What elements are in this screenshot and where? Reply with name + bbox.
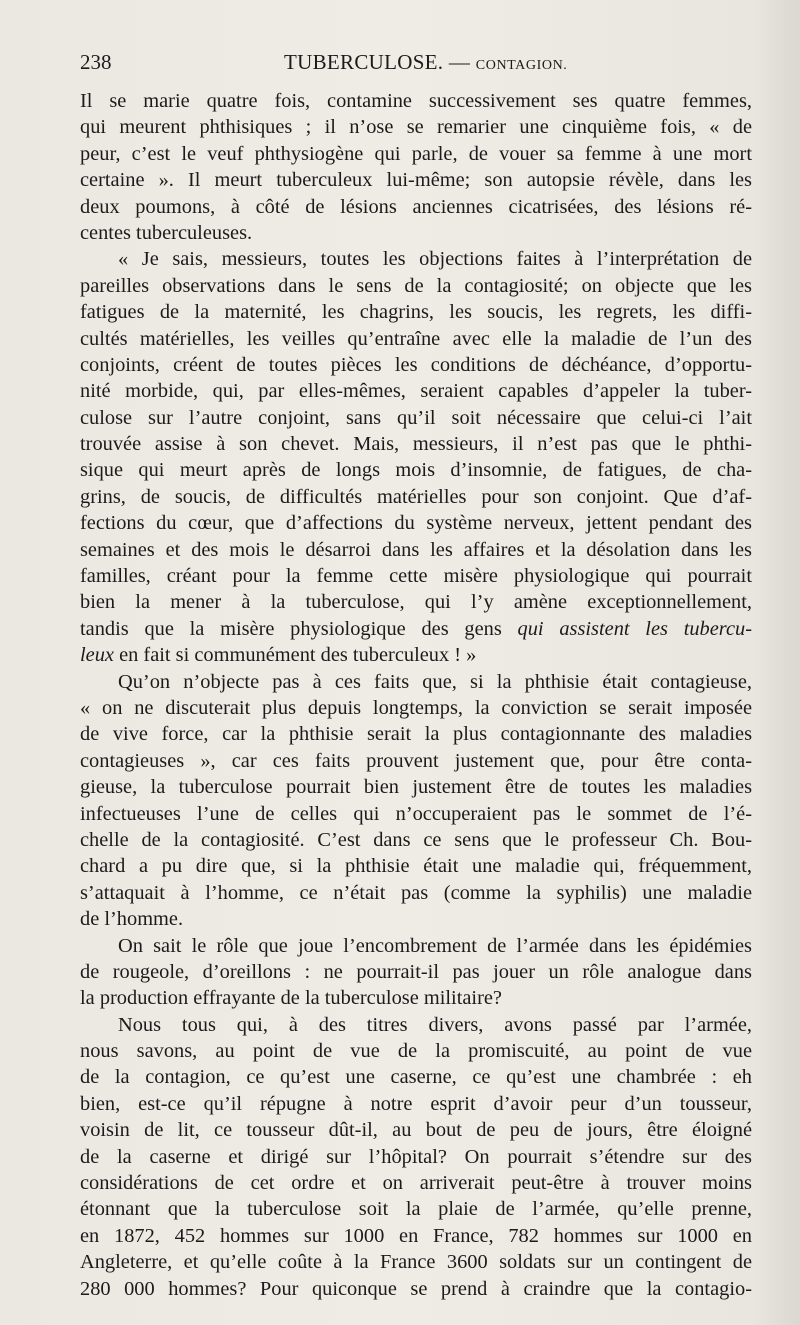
text-line: pareilles observations dans le sens de la contagiosité; on objecte que les	[80, 274, 752, 297]
text-line: de rougeole, d’oreillons : ne pourrait-il pas jouer un rôle analogue dans	[80, 960, 752, 983]
text-line: de la contagion, ce qu’est une caserne, ce qu’est une chambrée : eh	[80, 1066, 752, 1089]
text-line: voisin de lit, ce tousseur dût-il, au bout de peu de jours, être éloigné	[80, 1119, 752, 1142]
text-line: 280 000 hommes? Pour quiconque se prend à craindre que la contagio-	[80, 1277, 752, 1300]
text-line: bien la mener à la tuberculose, qui l’y amène exceptionnellement,	[80, 591, 752, 614]
text-line: considérations de cet ordre et on arriverait peut-être à trouver moins	[80, 1172, 752, 1195]
text-line: certaine ». Il meurt tuberculeux lui-même; son autopsie révèle, dans les	[80, 169, 752, 192]
text-line: sique qui meurt après de longs mois d’insomnie, de fatigues, de cha-	[80, 459, 752, 482]
text-line: de la caserne et dirigé sur l’hôpital? On pourrait s’étendre sur des	[80, 1145, 752, 1168]
text-line: Il se marie quatre fois, contamine successivement ses quatre femmes,	[80, 90, 752, 112]
text-line: de vive force, car la phthisie serait la plus contagionnante des maladies	[80, 723, 752, 746]
text-line: infectueuses l’une de celles qui n’occuperaient pas le sommet de l’é-	[80, 802, 752, 825]
text-line: peur, c’est le veuf phthysiogène qui parle, de vouer sa femme à une mort	[80, 142, 752, 165]
chapter-title: TUBERCULOSE.	[284, 50, 444, 74]
text-line: de l’homme.	[80, 908, 184, 931]
text-line: nous savons, au point de vue de la promiscuité, au point de vue	[80, 1040, 752, 1063]
text-line: la production effrayante de la tuberculose militaire?	[80, 987, 502, 1010]
text-line: deux poumons, à côté de lésions anciennes cicatrisées, des lésions ré-	[80, 195, 752, 218]
text-line: On sait le rôle que joue l’encombrement de l’armée dans les épidémies	[118, 934, 752, 957]
text-line: Nous tous qui, à des titres divers, avons passé par l’armée,	[118, 1013, 752, 1036]
text-line: chard a pu dire que, si la phthisie était une maladie qui, fréquemment,	[80, 855, 752, 878]
text-line: gieuse, la tuberculose pourrait bien justement être de toutes les maladies	[80, 776, 752, 799]
running-title	[284, 50, 567, 75]
text-line: nité morbide, qui, par elles-mêmes, seraient capables d’appeler la tuber-	[80, 380, 752, 403]
text-line: culose sur l’autre conjoint, sans qu’il soit nécessaire que celui-ci l’ait	[80, 406, 752, 429]
text-line: tandis que la misère physiologique des gens qui assistent les tubercu-	[80, 617, 753, 640]
text-line: « Je sais, messieurs, toutes les objections faites à l’interprétation de	[118, 248, 752, 271]
page-number: 238	[80, 50, 112, 74]
text-line: Angleterre, et qu’elle coûte à la France 3600 soldats sur un contingent de	[80, 1251, 752, 1274]
text-line: cultés matérielles, les veilles qu’entraîne avec elle la maladie de l’un des	[80, 327, 752, 350]
title-dash: —	[448, 50, 471, 74]
text-line: qui meurent phthisiques ; il n’ose se remarier une cinquième fois, « de	[80, 116, 752, 139]
text-line: semaines et des mois le désarroi dans les affaires et la désolation dans les	[80, 538, 752, 561]
text-line: chelle de la contagiosité. C’est dans ce sens que le professeur Ch. Bou-	[80, 828, 752, 851]
text-line: centes tuberculeuses.	[80, 221, 253, 244]
page-edge-shadow	[752, 0, 800, 1325]
text-line: « on ne discuterait plus depuis longtemps, la conviction se serait imposée	[80, 696, 752, 719]
running-header	[80, 50, 752, 84]
text-line: bien, est-ce qu’il répugne à notre esprit d’avoir peur d’un tousseur,	[80, 1092, 752, 1115]
body-text	[80, 88, 752, 1302]
text-line: étonnant que la tuberculose soit la plaie de l’armée, qu’elle prenne,	[80, 1198, 752, 1221]
section-title: CONTAGION.	[475, 58, 568, 73]
text-line: leux en fait si communément des tuberculeux ! »	[80, 644, 477, 667]
text-line: trouvée assise à son chevet. Mais, messieurs, il n’est pas que le phthi-	[80, 433, 752, 456]
text-line: grins, de soucis, de difficultés matérielles pour son conjoint. Que d’af-	[80, 485, 752, 508]
text-line: contagieuses », car ces faits prouvent justement que, pour être conta-	[80, 749, 752, 772]
text-line: Qu’on n’objecte pas à ces faits que, si la phthisie était contagieuse,	[118, 670, 752, 693]
text-line: fatigues de la maternité, les chagrins, les soucis, les regrets, les diffi-	[80, 301, 752, 324]
text-line: conjoints, créent de toutes pièces les conditions de déchéance, d’opportu-	[80, 353, 752, 376]
text-line: s’attaquait à l’homme, ce n’était pas (comme la syphilis) une maladie	[80, 881, 752, 904]
text-line: en 1872, 452 hommes sur 1000 en France, 782 hommes sur 1000 en	[80, 1224, 752, 1247]
text-line: familles, créant pour la femme cette misère physiologique qui pourrait	[80, 565, 752, 588]
text-line: fections du cœur, que d’affections du système nerveux, jettent pendant des	[80, 512, 752, 535]
